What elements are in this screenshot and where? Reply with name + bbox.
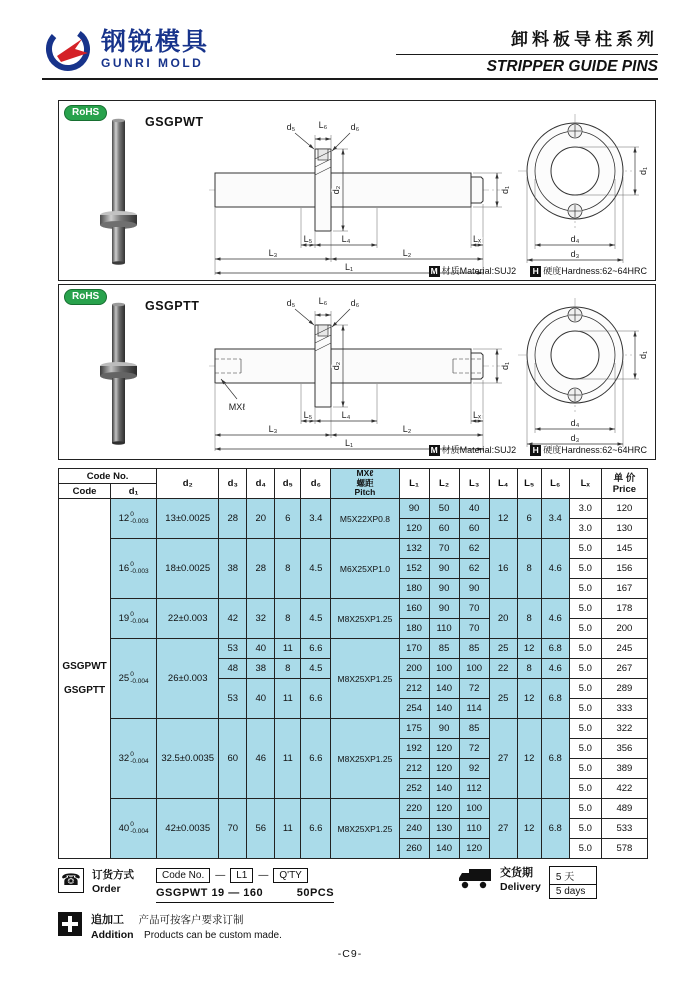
spec-cell: 20 — [247, 499, 275, 539]
spec-cell: 12 — [489, 499, 517, 539]
spec-cell: 40 — [247, 639, 275, 659]
brand-name-en: GUNRI MOLD — [101, 55, 204, 70]
spec-cell: 32 0 -0.004 — [111, 719, 157, 799]
spec-cell: 5.0 — [569, 639, 601, 659]
spec-cell: 60 — [219, 719, 247, 799]
spec-cell: 212 — [399, 759, 429, 779]
page-title — [396, 25, 658, 76]
spec-cell: 8 — [275, 539, 301, 599]
spec-cell: 25 — [489, 679, 517, 719]
col-header: L₃ — [459, 469, 489, 499]
spec-cell: 11 — [275, 679, 301, 719]
spec-cell: 85 — [429, 639, 459, 659]
spec-cell: 40 — [459, 499, 489, 519]
spec-cell: 220 — [399, 799, 429, 819]
dim-label-d1: d₁ — [500, 361, 510, 371]
spec-cell: 356 — [601, 739, 647, 759]
spec-cell: M5X22XP0.8 — [331, 499, 399, 539]
spec-cell: 38 — [219, 539, 247, 599]
spec-cell: 175 — [399, 719, 429, 739]
dim-label-d5: d₅ — [286, 122, 296, 132]
dim-label-d2: d₂ — [331, 361, 341, 371]
delivery-label-en: Delivery — [500, 881, 541, 893]
dim-label-l6: L₆ — [318, 120, 328, 130]
col-header: L₂ — [429, 469, 459, 499]
spec-cell: M8X25XP1.25 — [331, 719, 399, 799]
material-text: 材质Material:SUJ2 — [441, 266, 517, 276]
rohs-badge: RoHS — [64, 289, 107, 305]
col-header: d₆ — [301, 469, 331, 499]
spec-cell: 19 0 -0.004 — [111, 599, 157, 639]
dim-label-l3: L₃ — [268, 424, 278, 434]
spec-cell: 112 — [459, 779, 489, 799]
material-icon: M — [430, 445, 438, 455]
spec-cell: 5.0 — [569, 759, 601, 779]
col-header: 单 价 Price — [601, 469, 647, 499]
col-header-code-no: Code No. — [59, 469, 157, 484]
col-subheader: Code — [59, 484, 111, 499]
spec-cell: 252 — [399, 779, 429, 799]
spec-cell: 6.8 — [541, 719, 569, 799]
dim-label-l2: L₂ — [402, 424, 412, 434]
spec-cell: 5.0 — [569, 679, 601, 699]
spec-cell: 578 — [601, 839, 647, 859]
brand — [42, 26, 209, 72]
spec-cell: 3.4 — [301, 499, 331, 539]
spec-cell: 25 — [489, 639, 517, 659]
spec-cell: 3.0 — [569, 499, 601, 519]
spec-cell: 26±0.003 — [157, 639, 219, 719]
spec-cell: 70 — [459, 619, 489, 639]
addition-label-en: Addition — [91, 929, 134, 941]
spec-cell: 140 — [429, 779, 459, 799]
dim-label-l5: L₅ — [303, 234, 313, 244]
spec-cell: 145 — [601, 539, 647, 559]
spec-cell: 11 — [275, 639, 301, 659]
spec-cell: 8 — [517, 599, 541, 639]
spec-cell: 12 — [517, 719, 541, 799]
spec-cell: 132 — [399, 539, 429, 559]
spec-cell: 11 — [275, 799, 301, 859]
spec-cell: 6.8 — [541, 799, 569, 859]
spec-cell: 72 — [459, 679, 489, 699]
spec-cell: 11 — [275, 719, 301, 799]
spec-cell: 28 — [219, 499, 247, 539]
spec-cell: 48 — [219, 659, 247, 679]
spec-cell: 4.5 — [301, 539, 331, 599]
spec-cell: 16 0 -0.003 — [111, 539, 157, 599]
spec-cell: 170 — [399, 639, 429, 659]
spec-cell: 333 — [601, 699, 647, 719]
spec-cell: 50 — [429, 499, 459, 519]
dim-label-d6: d₆ — [350, 122, 360, 132]
col-header: d₂ — [157, 469, 219, 499]
spec-cell: 42±0.0035 — [157, 799, 219, 859]
pin-photo — [95, 301, 143, 452]
spec-cell: 4.5 — [301, 599, 331, 639]
order-length-box: L1 — [230, 868, 253, 883]
spec-cell: 12 0 -0.003 — [111, 499, 157, 539]
dim-label-d2: d₂ — [331, 185, 341, 195]
spec-cell: 12 — [517, 639, 541, 659]
spec-cell: 6.6 — [301, 639, 331, 659]
spec-cell: 60 — [459, 519, 489, 539]
spec-cell: 422 — [601, 779, 647, 799]
spec-cell: 70 — [459, 599, 489, 619]
spec-cell: 12 — [517, 679, 541, 719]
col-header: Lₓ — [569, 469, 601, 499]
dim-label-lx: Lₓ — [473, 410, 481, 420]
spec-cell: 22 — [489, 659, 517, 679]
spec-cell: 120 — [429, 799, 459, 819]
rohs-badge: RoHS — [64, 105, 107, 121]
spec-cell: 32.5±0.0035 — [157, 719, 219, 799]
spec-cell: 4.6 — [541, 599, 569, 639]
spec-cell: 322 — [601, 719, 647, 739]
spec-cell: 90 — [399, 499, 429, 519]
spec-cell: 6 — [517, 499, 541, 539]
spec-cell: 120 — [459, 839, 489, 859]
pin-photo — [95, 117, 143, 272]
spec-cell: 6.8 — [541, 639, 569, 659]
spec-cell: 46 — [247, 719, 275, 799]
dim-label-l1: L₁ — [344, 438, 354, 448]
side-view-drawing — [207, 289, 517, 462]
spec-cell: 25 0 -0.004 — [111, 639, 157, 719]
spec-cell: 42 — [219, 599, 247, 639]
col-header: d₄ — [247, 469, 275, 499]
order-qty-box: Q'TY — [273, 868, 307, 883]
spec-cell: 254 — [399, 699, 429, 719]
spec-cell: 92 — [459, 759, 489, 779]
flange-view-drawing — [515, 109, 651, 274]
page-header — [42, 24, 658, 80]
dim-label-l5: L₅ — [303, 410, 313, 420]
delivery-section — [458, 866, 597, 899]
dim-label-l6: L₆ — [318, 296, 328, 306]
spec-cell: 260 — [399, 839, 429, 859]
spec-cell: 18±0.0025 — [157, 539, 219, 599]
spec-cell: 533 — [601, 819, 647, 839]
spec-cell: 40 — [247, 679, 275, 719]
delivery-label-cn: 交货期 — [500, 867, 533, 879]
dim-label-mxl: MXℓ — [228, 402, 246, 412]
dim-label-l1: L₁ — [344, 262, 354, 272]
spec-cell: 5.0 — [569, 599, 601, 619]
spec-cell: 180 — [399, 579, 429, 599]
table-row — [59, 719, 648, 739]
spec-cell: 90 — [429, 719, 459, 739]
spec-cell: 90 — [429, 579, 459, 599]
spec-table — [58, 468, 648, 859]
dim-label-d1: d₁ — [500, 185, 510, 195]
spec-cell: 5.0 — [569, 779, 601, 799]
spec-cell: 8 — [275, 659, 301, 679]
table-row — [59, 639, 648, 659]
spec-cell: 32 — [247, 599, 275, 639]
order-label-en: Order — [92, 883, 121, 895]
series-title-cn: 卸料板导柱系列 — [396, 25, 658, 55]
spec-cell: 5.0 — [569, 739, 601, 759]
col-subheader: d₁ — [111, 484, 157, 499]
spec-cell: 140 — [429, 839, 459, 859]
hardness-text: 硬度Hardness:62~64HRC — [543, 445, 647, 455]
spec-cell: 389 — [601, 759, 647, 779]
spec-cell: 156 — [601, 559, 647, 579]
table-row — [59, 799, 648, 819]
spec-cell: 160 — [399, 599, 429, 619]
spec-cell: 27 — [489, 719, 517, 799]
spec-cell: 180 — [399, 619, 429, 639]
spec-cell: 5.0 — [569, 659, 601, 679]
spec-cell: 60 — [429, 519, 459, 539]
order-dash: — — [258, 870, 269, 881]
addition-label-cn: 追加工 — [91, 914, 124, 926]
spec-cell: 5.0 — [569, 819, 601, 839]
spec-cell: 4.5 — [301, 659, 331, 679]
table-row — [59, 599, 648, 619]
spec-cell: 3.4 — [541, 499, 569, 539]
spec-cell: 72 — [459, 739, 489, 759]
spec-cell: 289 — [601, 679, 647, 699]
spec-cell: 53 — [219, 679, 247, 719]
spec-cell: 6.6 — [301, 799, 331, 859]
spec-cell: 5.0 — [569, 539, 601, 559]
series-title-en: STRIPPER GUIDE PINS — [486, 58, 658, 75]
spec-cell: 8 — [517, 539, 541, 599]
order-format — [156, 868, 334, 903]
col-header: MXℓ 螺距 Pitch — [331, 469, 399, 499]
delivery-days-cn: 5 天 — [550, 867, 596, 885]
spec-cell: 13±0.0025 — [157, 499, 219, 539]
spec-cell: 110 — [429, 619, 459, 639]
material-note — [429, 264, 647, 277]
spec-cell: 130 — [601, 519, 647, 539]
spec-cell: M8X25XP1.25 — [331, 639, 399, 719]
dim-label-d1: d₁ — [638, 166, 648, 176]
plus-icon — [58, 912, 82, 936]
spec-cell: 110 — [459, 819, 489, 839]
spec-cell: 12 — [517, 799, 541, 859]
addition-text-cn: 产品可按客户要求订制 — [138, 914, 244, 926]
table-row — [59, 499, 648, 519]
spec-cell: 100 — [429, 659, 459, 679]
dim-label-lx: Lₓ — [473, 234, 481, 244]
spec-cell: 16 — [489, 539, 517, 599]
spec-cell: 140 — [429, 679, 459, 699]
spec-cell: 5.0 — [569, 619, 601, 639]
spec-cell: 114 — [459, 699, 489, 719]
spec-cell: 489 — [601, 799, 647, 819]
hardness-icon: H — [530, 266, 541, 277]
spec-cell: 140 — [429, 699, 459, 719]
col-header: L₅ — [517, 469, 541, 499]
table-row — [59, 539, 648, 559]
spec-cell: 90 — [429, 559, 459, 579]
spec-cell: 5.0 — [569, 799, 601, 819]
delivery-time-box — [549, 866, 597, 899]
spec-cell: 120 — [429, 759, 459, 779]
spec-cell: M6X25XP1.0 — [331, 539, 399, 599]
brand-name-cn: 钢锐模具 — [101, 27, 210, 56]
dim-label-l2: L₂ — [402, 248, 412, 258]
spec-cell: 120 — [399, 519, 429, 539]
spec-cell: 20 — [489, 599, 517, 639]
spec-cell: 40 0 -0.004 — [111, 799, 157, 859]
spec-cell: 4.6 — [541, 539, 569, 599]
col-header: d₅ — [275, 469, 301, 499]
spec-cell: 3.0 — [569, 519, 601, 539]
spec-cell: 5.0 — [569, 719, 601, 739]
order-section — [58, 868, 334, 903]
delivery-days-en: 5 days — [555, 886, 586, 897]
spec-cell: 5.0 — [569, 559, 601, 579]
spec-table-head — [59, 469, 648, 499]
spec-cell: 245 — [601, 639, 647, 659]
dim-label-l4: L₄ — [341, 234, 351, 244]
spec-cell: 27 — [489, 799, 517, 859]
dim-label-d4: d₄ — [570, 418, 580, 428]
spec-cell: 152 — [399, 559, 429, 579]
spec-cell: 192 — [399, 739, 429, 759]
spec-cell: 8 — [275, 599, 301, 639]
dim-label-d4: d₄ — [570, 234, 580, 244]
spec-cell: 70 — [219, 799, 247, 859]
spec-cell: 267 — [601, 659, 647, 679]
order-example-qty: 50PCS — [296, 887, 335, 899]
spec-cell: 85 — [459, 719, 489, 739]
brand-logo-icon — [42, 26, 94, 72]
code-cell: GSGPWT GSGPTT — [59, 499, 111, 859]
order-dash: — — [215, 870, 226, 881]
spec-cell: 5.0 — [569, 579, 601, 599]
spec-cell: 200 — [399, 659, 429, 679]
spec-cell: M8X25XP1.25 — [331, 799, 399, 859]
order-code-box: Code No. — [156, 868, 210, 883]
addition-text-en: Products can be custom made. — [144, 930, 282, 941]
dim-label-d3: d₃ — [570, 433, 580, 443]
spec-cell: 120 — [601, 499, 647, 519]
spec-cell: 6.6 — [301, 679, 331, 719]
spec-cell: 6 — [275, 499, 301, 539]
dim-label-l4: L₄ — [341, 410, 351, 420]
col-header: L₄ — [489, 469, 517, 499]
spec-cell: 130 — [429, 819, 459, 839]
spec-cell: 6.8 — [541, 679, 569, 719]
model-label: GSGPWT — [145, 115, 204, 129]
spec-cell: 5.0 — [569, 699, 601, 719]
model-label: GSGPTT — [145, 299, 200, 313]
dim-label-d5: d₅ — [286, 298, 296, 308]
drawing-panel-gsgptt — [58, 284, 656, 460]
material-text: 材质Material:SUJ2 — [441, 445, 517, 455]
dim-label-d3: d₃ — [570, 249, 580, 259]
addition-section — [58, 912, 282, 943]
spec-cell: 56 — [247, 799, 275, 859]
phone-icon: ☎ — [58, 868, 84, 893]
spec-cell: 4.6 — [541, 659, 569, 679]
col-header: L₆ — [541, 469, 569, 499]
hardness-text: 硬度Hardness:62~64HRC — [543, 266, 647, 276]
spec-cell: 8 — [517, 659, 541, 679]
dim-label-d1: d₁ — [638, 350, 648, 360]
dim-label-d6: d₆ — [350, 298, 360, 308]
flange-view-drawing — [515, 293, 651, 458]
spec-cell: 120 — [429, 739, 459, 759]
drawing-panel-gsgpwt — [58, 100, 656, 281]
spec-cell: 53 — [219, 639, 247, 659]
spec-cell: 90 — [429, 599, 459, 619]
spec-cell: 6.6 — [301, 719, 331, 799]
material-icon: M — [430, 266, 438, 276]
spec-cell: 178 — [601, 599, 647, 619]
col-header: L₁ — [399, 469, 429, 499]
spec-cell: 200 — [601, 619, 647, 639]
spec-cell: 38 — [247, 659, 275, 679]
spec-cell: 22±0.003 — [157, 599, 219, 639]
spec-cell: 240 — [399, 819, 429, 839]
spec-cell: 100 — [459, 659, 489, 679]
spec-cell: 85 — [459, 639, 489, 659]
dim-label-l3: L₃ — [268, 248, 278, 258]
spec-cell: 90 — [459, 579, 489, 599]
material-note — [429, 443, 647, 456]
spec-cell: 62 — [459, 539, 489, 559]
hardness-icon: H — [530, 445, 541, 456]
spec-cell: 62 — [459, 559, 489, 579]
spec-cell: 167 — [601, 579, 647, 599]
truck-icon — [458, 866, 492, 890]
spec-cell: 5.0 — [569, 839, 601, 859]
spec-cell: M8X25XP1.25 — [331, 599, 399, 639]
spec-cell: 212 — [399, 679, 429, 699]
col-header: d₃ — [219, 469, 247, 499]
order-label-cn: 订货方式 — [92, 869, 134, 881]
page-number: -C9- — [337, 948, 363, 960]
spec-cell: 70 — [429, 539, 459, 559]
spec-cell: 100 — [459, 799, 489, 819]
spec-cell: 28 — [247, 539, 275, 599]
spec-table-body — [59, 499, 648, 859]
order-example: GSGPWT 19 — 160 — [156, 887, 264, 899]
side-view-drawing — [207, 113, 517, 286]
